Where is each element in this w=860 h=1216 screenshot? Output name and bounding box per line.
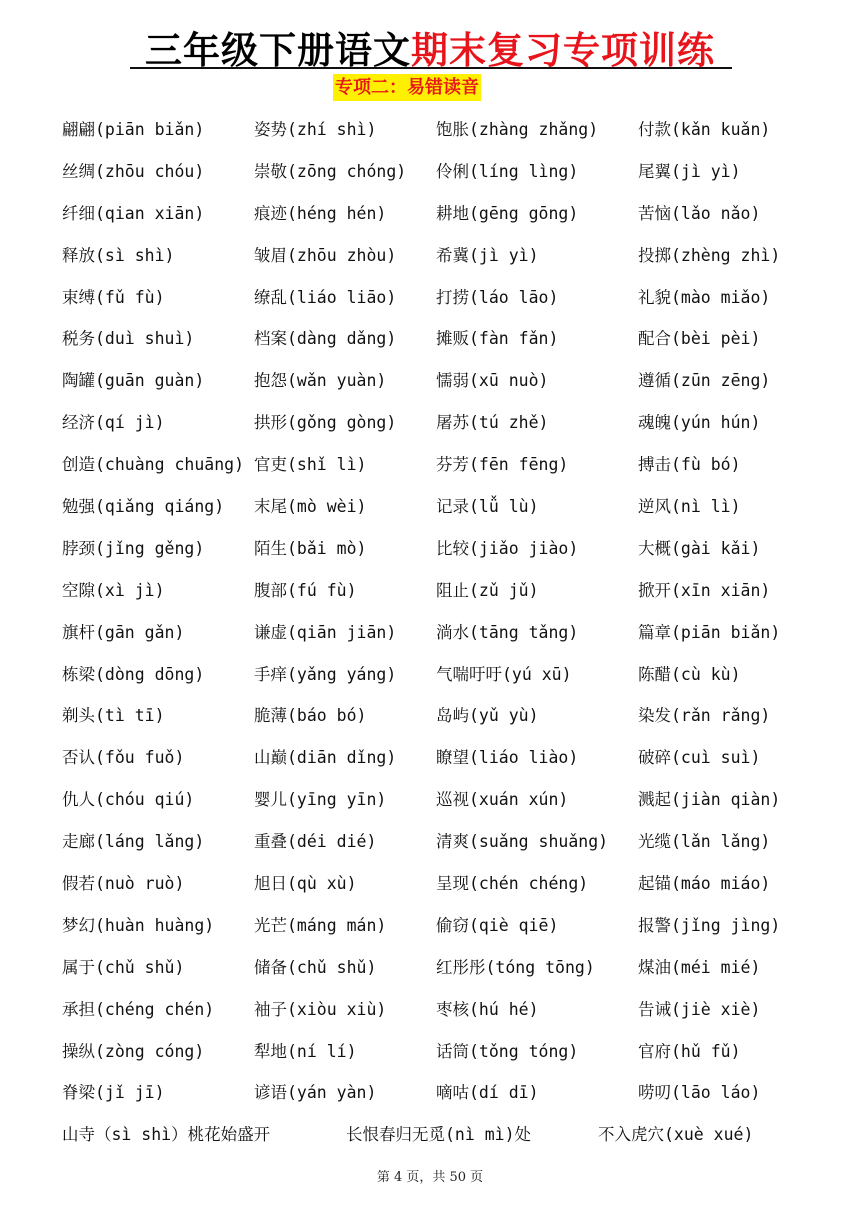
word-entry: 脆薄(báo bó) [254, 706, 367, 726]
word-entry: 经济(qí jì) [62, 413, 165, 433]
poem-line: 长恨春归无觅(nì mì)处 [346, 1125, 532, 1144]
document-title [0, 20, 860, 74]
word-entry: 官吏(shǐ lì) [254, 455, 367, 475]
word-entry: 嘀咕(dí dī) [436, 1083, 539, 1103]
word-entry: 束缚(fǔ fù) [62, 287, 165, 307]
word-entry: 尾翼(jì yì) [638, 161, 741, 181]
word-entry: 气喘吁吁(yú xū) [436, 664, 572, 684]
word-entry: 起锚(máo miáo) [638, 874, 771, 894]
word-entry: 溅起(jiàn qiàn) [638, 790, 781, 810]
section-subtitle: 专项二：易错读音 [333, 74, 481, 101]
word-entry: 大概(gài kǎi) [638, 538, 761, 558]
word-entry: 档案(dàng dǎng) [254, 329, 397, 349]
word-entry: 官府(hǔ fǔ) [638, 1041, 741, 1061]
word-entry: 脊梁(jǐ jī) [62, 1083, 165, 1103]
word-entry: 唠叨(lāo láo) [638, 1083, 761, 1103]
word-entry: 末尾(mò wèi) [254, 497, 367, 517]
word-entry: 岛屿(yǔ yù) [436, 706, 539, 726]
word-entry: 苦恼(lǎo nǎo) [638, 203, 761, 223]
word-entry: 巡视(xuán xún) [436, 790, 569, 810]
word-entry: 栋梁(dòng dōng) [62, 664, 205, 684]
word-entry: 否认(fǒu fuǒ) [62, 748, 185, 768]
word-entry: 搏击(fù bó) [638, 455, 741, 475]
word-entry: 婴儿(yīng yīn) [254, 790, 387, 810]
word-entry: 红彤彤(tóng tōng) [436, 957, 595, 977]
word-entry: 山巅(diān dǐng) [254, 748, 397, 768]
poem-line: 不入虎穴(xuè xué) [598, 1125, 754, 1144]
word-entry: 犁地(ní lí) [254, 1041, 357, 1061]
word-entry: 皱眉(zhōu zhòu) [254, 245, 397, 265]
word-entry: 掀开(xīn xiān) [638, 580, 771, 600]
word-entry: 摊贩(fàn fǎn) [436, 329, 559, 349]
word-entry: 谦虚(qiān jiān) [254, 622, 397, 642]
word-entry: 伶俐(líng lìng) [436, 161, 579, 181]
word-entry: 陶罐(guān guàn) [62, 371, 205, 391]
word-entry: 付款(kǎn kuǎn) [638, 120, 771, 139]
word-entry: 崇敬(zōng chóng) [254, 161, 407, 181]
word-entry: 报警(jǐng jìng) [638, 915, 781, 935]
word-entry: 枣核(hú hé) [436, 999, 539, 1019]
word-entry: 魂魄(yún hún) [638, 413, 761, 433]
word-entry: 拱形(gǒng gòng) [254, 413, 397, 433]
word-entry: 姿势(zhí shì) [254, 120, 377, 139]
word-entry: 清爽(suǎng shuǎng) [436, 832, 609, 852]
word-entry: 手痒(yǎng yáng) [254, 664, 397, 684]
poem-row [62, 1114, 822, 1156]
word-entry: 芬芳(fēn fēng) [436, 455, 569, 475]
word-entry: 淌水(tāng tǎng) [436, 622, 579, 642]
word-entry: 仇人(chóu qiú) [62, 790, 195, 810]
word-entry: 承担(chéng chén) [62, 999, 215, 1019]
word-entry: 储备(chǔ shǔ) [254, 957, 377, 977]
word-entry: 煤油(méi mié) [638, 957, 761, 977]
word-entry: 光缆(lǎn lǎng) [638, 832, 771, 852]
word-entry: 屠苏(tú zhě) [436, 413, 549, 433]
word-entry: 丝绸(zhōu chóu) [62, 161, 205, 181]
word-entry: 投掷(zhèng zhì) [638, 245, 781, 265]
word-entry: 旭日(qù xù) [254, 874, 357, 894]
word-entry: 呈现(chén chéng) [436, 874, 589, 894]
word-entry: 翩翩(piān biǎn) [62, 120, 205, 139]
word-entry: 礼貌(mào miǎo) [638, 287, 771, 307]
word-entry: 染发(rǎn rǎng) [638, 706, 771, 726]
title-underline [130, 67, 732, 69]
word-entry: 记录(lǚ lù) [436, 497, 539, 517]
word-entry: 破碎(cuì suì) [638, 748, 761, 768]
word-entry: 旗杆(gān gǎn) [62, 622, 185, 642]
word-entry: 瞭望(liáo liào) [436, 748, 579, 768]
word-entry: 袖子(xiòu xiù) [254, 999, 387, 1019]
word-entry: 比较(jiǎo jiào) [436, 538, 579, 558]
word-entry: 剃头(tì tī) [62, 706, 165, 726]
word-entry: 遵循(zūn zēng) [638, 371, 771, 391]
word-entry: 抱怨(wǎn yuàn) [254, 371, 387, 391]
word-entry: 假若(nuò ruò) [62, 874, 185, 894]
word-entry: 偷窃(qiè qiē) [436, 915, 559, 935]
word-entry: 勉强(qiǎng qiáng) [62, 497, 225, 517]
word-entry: 操纵(zòng cóng) [62, 1041, 205, 1061]
page-footer: 第 4 页，共 50 页 [376, 1170, 484, 1185]
word-entry: 饱胀(zhàng zhǎng) [436, 120, 599, 139]
word-entry: 谚语(yán yàn) [254, 1083, 377, 1103]
word-entry: 重叠(déi dié) [254, 832, 377, 852]
word-entry: 逆风(nì lì) [638, 497, 741, 517]
word-entry: 纤细(qian xiān) [62, 203, 205, 223]
word-entry: 创造(chuàng chuāng) [62, 455, 245, 475]
word-entry: 脖颈(jǐng gěng) [62, 538, 205, 558]
word-entry: 释放(sì shì) [62, 245, 175, 265]
word-entry: 篇章(piān biǎn) [638, 622, 781, 642]
word-entry: 告诫(jiè xiè) [638, 999, 761, 1019]
word-entry: 属于(chǔ shǔ) [62, 957, 185, 977]
title-part-black: 三年级下册语文 [145, 29, 411, 72]
word-entry: 腹部(fú fù) [254, 580, 357, 600]
word-entry: 阻止(zǔ jǔ) [436, 580, 539, 600]
word-entry: 配合(bèi pèi) [638, 329, 761, 349]
word-entry: 话筒(tǒng tóng) [436, 1041, 579, 1061]
word-entry: 走廊(láng lǎng) [62, 832, 205, 852]
title-part-red: 期末复习专项训练 [411, 29, 715, 72]
word-entry: 空隙(xì jì) [62, 580, 165, 600]
word-entry: 打捞(láo lāo) [436, 287, 559, 307]
word-entry: 缭乱(liáo liāo) [254, 287, 397, 307]
word-entry: 陌生(bǎi mò) [254, 538, 367, 558]
word-entry: 光芒(máng mán) [254, 915, 387, 935]
word-entry: 税务(duì shuì) [62, 329, 195, 349]
poem-line: 山寺（sì shì）桃花始盛开 [62, 1125, 271, 1144]
word-entry: 耕地(gēng gōng) [436, 203, 579, 223]
word-entry: 懦弱(xū nuò) [436, 371, 549, 391]
word-entry: 陈醋(cù kù) [638, 664, 741, 684]
word-entry: 梦幻(huàn huàng) [62, 915, 215, 935]
word-entry: 痕迹(héng hén) [254, 203, 387, 223]
word-entry: 希冀(jì yì) [436, 245, 539, 265]
